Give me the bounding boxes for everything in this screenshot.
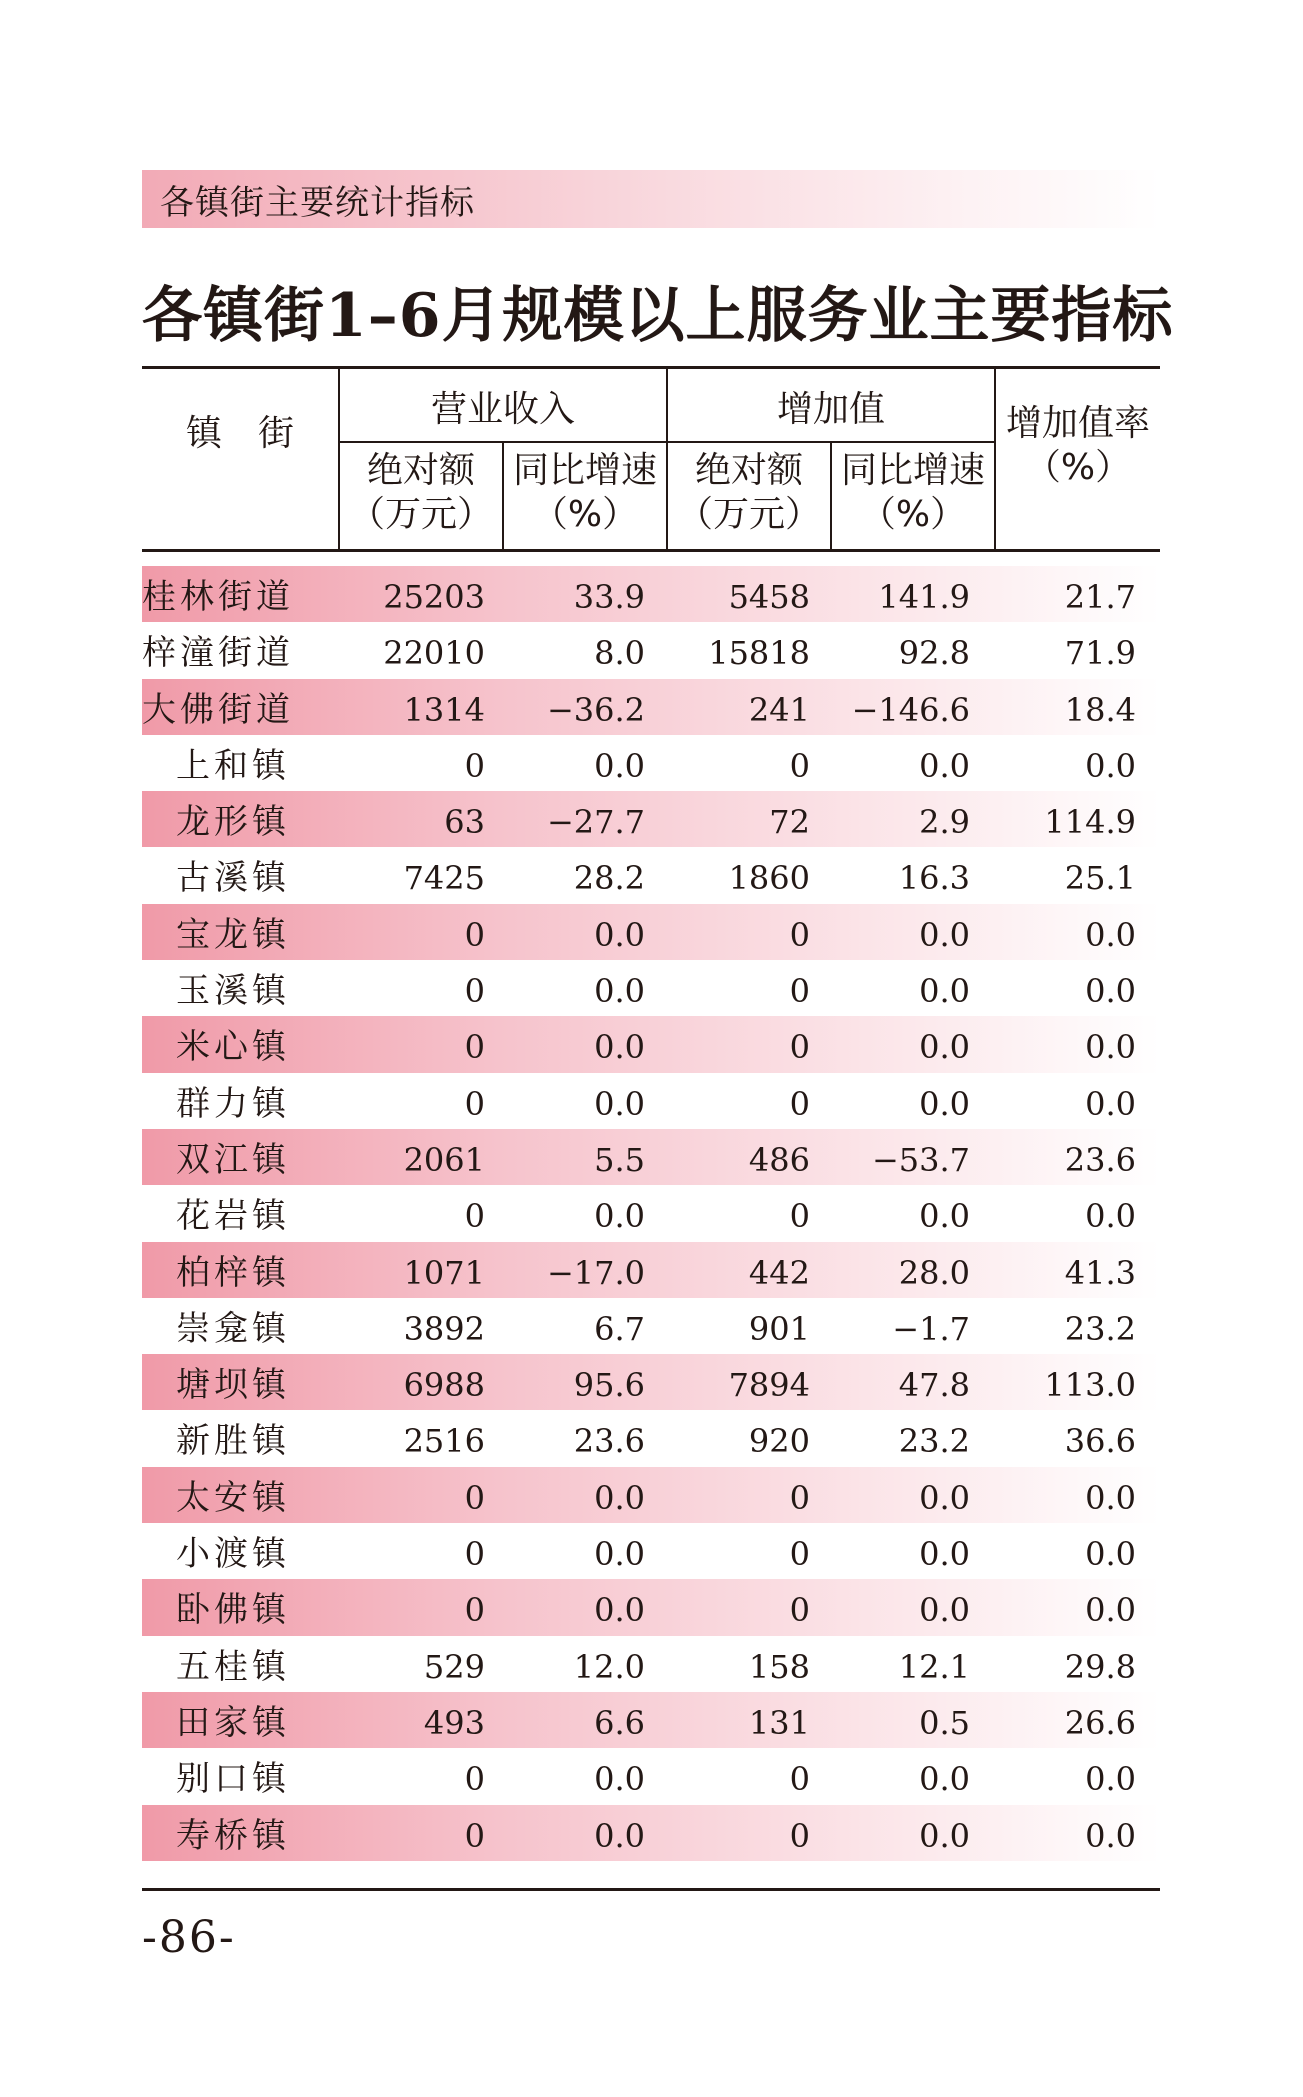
added-value-yoy-cell: 0.0 <box>919 746 970 785</box>
revenue-abs-cell: 0 <box>464 972 485 1011</box>
added-value-yoy-cell: −1.7 <box>892 1309 970 1348</box>
added-value-rate-cell: 0.0 <box>1085 1478 1136 1517</box>
added-value-rate-cell: 0.0 <box>1085 1028 1136 1067</box>
added-value-yoy-cell: 47.8 <box>898 1366 970 1405</box>
town-name-cell: 柏梓镇 <box>176 1252 290 1293</box>
added-value-rate-cell: 18.4 <box>1064 690 1136 729</box>
revenue-abs-cell: 0 <box>464 1535 485 1574</box>
added-value-abs-cell: 131 <box>748 1703 810 1742</box>
revenue-yoy-cell: −17.0 <box>546 1253 645 1292</box>
added-value-abs-cell: 158 <box>748 1647 810 1686</box>
town-name-cell: 太安镇 <box>176 1477 290 1518</box>
added-value-abs-cell: 0 <box>789 1028 810 1067</box>
revenue-abs-cell: 0 <box>464 1591 485 1630</box>
table-bottom-rule <box>142 1888 1160 1891</box>
header-revenue-abs <box>340 449 502 537</box>
table-row <box>142 847 1160 903</box>
added-value-abs-cell: 901 <box>748 1309 810 1348</box>
added-value-yoy-cell: −53.7 <box>871 1140 970 1179</box>
revenue-yoy-cell: 0.0 <box>594 1816 645 1855</box>
revenue-abs-cell: 3892 <box>403 1309 485 1348</box>
added-value-rate-cell: 36.6 <box>1064 1422 1136 1461</box>
table-row <box>142 1073 1160 1129</box>
added-value-abs-cell: 0 <box>789 1816 810 1855</box>
added-value-yoy-cell: 0.5 <box>919 1703 970 1742</box>
header-yoy-label: 同比增速 <box>512 450 657 491</box>
town-name-cell: 小渡镇 <box>176 1534 290 1575</box>
revenue-yoy-cell: 8.0 <box>594 634 645 673</box>
revenue-yoy-cell: 23.6 <box>573 1422 645 1461</box>
added-value-abs-cell: 486 <box>748 1140 810 1179</box>
added-value-rate-cell: 114.9 <box>1044 803 1136 842</box>
revenue-yoy-cell: 0.0 <box>594 1591 645 1630</box>
town-name-cell: 寿桥镇 <box>176 1815 290 1856</box>
revenue-abs-cell: 1314 <box>403 690 485 729</box>
table-body <box>142 566 1160 1861</box>
added-value-abs-cell: 1860 <box>728 859 810 898</box>
revenue-abs-cell: 493 <box>423 1703 485 1742</box>
table-row <box>142 622 1160 678</box>
revenue-yoy-cell: −27.7 <box>546 803 645 842</box>
added-value-yoy-cell: 28.0 <box>898 1253 970 1292</box>
added-value-rate-cell: 0.0 <box>1085 1591 1136 1630</box>
header-yoy-unit: （%） <box>859 494 967 535</box>
revenue-abs-cell: 0 <box>464 746 485 785</box>
revenue-abs-cell: 0 <box>464 1028 485 1067</box>
revenue-yoy-cell: 33.9 <box>573 578 645 616</box>
added-value-yoy-cell: 16.3 <box>898 859 970 898</box>
revenue-yoy-cell: 0.0 <box>594 972 645 1011</box>
table-row <box>142 960 1160 1016</box>
table-row <box>142 1523 1160 1579</box>
table-row <box>142 1579 1160 1635</box>
table-row <box>142 1410 1160 1466</box>
revenue-yoy-cell: 6.6 <box>594 1703 645 1742</box>
page-number: -86- <box>142 1912 236 1963</box>
town-name-cell: 古溪镇 <box>176 858 290 899</box>
revenue-abs-cell: 529 <box>423 1647 485 1686</box>
table-row <box>142 566 1160 622</box>
added-value-abs-cell: 0 <box>789 746 810 785</box>
header-abs-unit: （万元） <box>348 494 493 535</box>
header-added-value: 增加值 <box>776 389 885 430</box>
revenue-yoy-cell: 12.0 <box>573 1647 645 1686</box>
added-value-rate-cell: 21.7 <box>1064 578 1136 616</box>
town-name-cell: 桂林街道 <box>142 577 294 617</box>
revenue-abs-cell: 1071 <box>403 1253 485 1292</box>
town-name-cell: 群力镇 <box>176 1083 290 1124</box>
table-row <box>142 1185 1160 1241</box>
added-value-abs-cell: 15818 <box>708 634 810 673</box>
added-value-yoy-cell: 0.0 <box>919 1591 970 1630</box>
table-row <box>142 791 1160 847</box>
table-row <box>142 1016 1160 1072</box>
added-value-abs-cell: 7894 <box>728 1366 810 1405</box>
revenue-abs-cell: 0 <box>464 1478 485 1517</box>
revenue-yoy-cell: 0.0 <box>594 1084 645 1123</box>
header-yoy-unit: （%） <box>531 494 639 535</box>
header-abs-label: 绝对额 <box>694 450 803 491</box>
town-name-cell: 大佛街道 <box>142 689 294 730</box>
section-label: 各镇街主要统计指标 <box>160 182 475 223</box>
added-value-rate-cell: 0.0 <box>1085 972 1136 1011</box>
added-value-abs-cell: 0 <box>789 1760 810 1799</box>
town-name-cell: 卧佛镇 <box>176 1590 290 1631</box>
table-row <box>142 904 1160 960</box>
revenue-abs-cell: 0 <box>464 1816 485 1855</box>
added-value-yoy-cell: 0.0 <box>919 1816 970 1855</box>
added-value-yoy-cell: 2.9 <box>919 803 970 842</box>
added-value-abs-cell: 0 <box>789 1535 810 1574</box>
revenue-abs-cell: 0 <box>464 1760 485 1799</box>
revenue-abs-cell: 7425 <box>403 859 485 898</box>
revenue-abs-cell: 0 <box>464 1084 485 1123</box>
added-value-rate-cell: 0.0 <box>1085 1084 1136 1123</box>
added-value-yoy-cell: 0.0 <box>919 1535 970 1574</box>
added-value-rate-cell: 0.0 <box>1085 1816 1136 1855</box>
revenue-abs-cell: 25203 <box>383 578 485 616</box>
header-town: 镇 街 <box>185 413 294 454</box>
added-value-yoy-cell: 0.0 <box>919 1760 970 1799</box>
table-row <box>142 1298 1160 1354</box>
town-name-cell: 上和镇 <box>176 745 290 786</box>
town-name-cell: 崇龛镇 <box>176 1308 290 1349</box>
table-row <box>142 679 1160 735</box>
revenue-yoy-cell: 28.2 <box>573 859 645 898</box>
revenue-abs-cell: 6988 <box>403 1366 485 1405</box>
added-value-yoy-cell: 0.0 <box>919 915 970 954</box>
header-bottom-rule <box>142 549 1160 552</box>
added-value-yoy-cell: 141.9 <box>878 578 970 616</box>
added-value-rate-cell: 0.0 <box>1085 1760 1136 1799</box>
added-value-abs-cell: 0 <box>789 1478 810 1517</box>
table-row <box>142 1354 1160 1410</box>
added-value-abs-cell: 0 <box>789 1197 810 1236</box>
added-value-rate-cell: 23.6 <box>1064 1140 1136 1179</box>
header-yoy-label: 同比增速 <box>840 450 985 491</box>
added-value-yoy-cell: 0.0 <box>919 1478 970 1517</box>
header-revenue-yoy <box>504 449 666 537</box>
town-name-cell: 双江镇 <box>176 1139 290 1180</box>
town-name-cell: 龙形镇 <box>176 802 290 843</box>
added-value-rate-cell: 29.8 <box>1064 1647 1136 1686</box>
revenue-abs-cell: 63 <box>444 803 485 842</box>
page-title: 各镇街1–6月规模以上服务业主要指标 <box>142 281 1174 351</box>
revenue-yoy-cell: 0.0 <box>594 1197 645 1236</box>
town-name-cell: 玉溪镇 <box>176 971 290 1012</box>
revenue-yoy-cell: 5.5 <box>594 1140 645 1179</box>
added-value-abs-cell: 0 <box>789 915 810 954</box>
header-rate-label: 增加值率 <box>1005 403 1150 444</box>
town-name-cell: 花岩镇 <box>176 1196 290 1237</box>
revenue-yoy-cell: 6.7 <box>594 1309 645 1348</box>
revenue-abs-cell: 2516 <box>403 1422 485 1461</box>
added-value-yoy-cell: 0.0 <box>919 1028 970 1067</box>
town-name-cell: 别口镇 <box>176 1759 290 1800</box>
added-value-rate-cell: 0.0 <box>1085 1535 1136 1574</box>
revenue-yoy-cell: −36.2 <box>546 690 645 729</box>
added-value-rate-cell: 0.0 <box>1085 915 1136 954</box>
revenue-yoy-cell: 0.0 <box>594 1535 645 1574</box>
revenue-abs-cell: 22010 <box>383 634 485 673</box>
table-row <box>142 735 1160 791</box>
town-name-cell: 塘坝镇 <box>176 1365 290 1406</box>
table-row <box>142 1636 1160 1692</box>
revenue-abs-cell: 2061 <box>403 1140 485 1179</box>
revenue-abs-cell: 0 <box>464 1197 485 1236</box>
header-added-value-abs <box>668 449 830 537</box>
header-revenue: 营业收入 <box>430 389 575 430</box>
added-value-abs-cell: 5458 <box>728 578 810 616</box>
revenue-yoy-cell: 0.0 <box>594 1028 645 1067</box>
added-value-yoy-cell: 0.0 <box>919 1197 970 1236</box>
header-added-value-yoy <box>832 449 994 537</box>
town-name-cell: 宝龙镇 <box>176 914 290 955</box>
town-name-cell: 新胜镇 <box>176 1421 290 1462</box>
revenue-yoy-cell: 0.0 <box>594 746 645 785</box>
added-value-yoy-cell: 92.8 <box>898 634 970 673</box>
added-value-rate-cell: 25.1 <box>1064 859 1136 898</box>
town-name-cell: 五桂镇 <box>176 1646 290 1687</box>
added-value-rate-cell: 23.2 <box>1064 1309 1136 1348</box>
revenue-yoy-cell: 95.6 <box>573 1366 645 1405</box>
section-banner <box>142 170 1160 228</box>
table-row <box>142 1805 1160 1861</box>
added-value-yoy-cell: −146.6 <box>851 690 970 729</box>
table-row <box>142 1242 1160 1298</box>
town-name-cell: 米心镇 <box>176 1027 290 1068</box>
revenue-abs-cell: 0 <box>464 915 485 954</box>
header-abs-label: 绝对额 <box>366 450 475 491</box>
added-value-abs-cell: 72 <box>769 803 810 842</box>
header-abs-unit: （万元） <box>676 494 821 535</box>
town-name-cell: 梓潼街道 <box>142 633 294 674</box>
added-value-rate-cell: 0.0 <box>1085 1197 1136 1236</box>
added-value-yoy-cell: 0.0 <box>919 1084 970 1123</box>
added-value-abs-cell: 442 <box>748 1253 810 1292</box>
table-row <box>142 1692 1160 1748</box>
table-row <box>142 1467 1160 1523</box>
town-name-cell: 田家镇 <box>176 1702 290 1743</box>
added-value-abs-cell: 0 <box>789 972 810 1011</box>
added-value-rate-cell: 26.6 <box>1064 1703 1136 1742</box>
revenue-yoy-cell: 0.0 <box>594 1760 645 1799</box>
added-value-abs-cell: 0 <box>789 1591 810 1630</box>
added-value-yoy-cell: 23.2 <box>898 1422 970 1461</box>
added-value-rate-cell: 41.3 <box>1064 1253 1136 1292</box>
header-rate <box>996 402 1160 490</box>
table-row <box>142 1748 1160 1804</box>
table-row <box>142 1129 1160 1185</box>
revenue-yoy-cell: 0.0 <box>594 915 645 954</box>
header-rate-unit: （%） <box>1024 447 1132 488</box>
header-subrule <box>338 441 994 443</box>
table-top-rule <box>142 366 1160 369</box>
added-value-abs-cell: 241 <box>748 690 810 729</box>
added-value-abs-cell: 920 <box>748 1422 810 1461</box>
added-value-yoy-cell: 12.1 <box>898 1647 970 1686</box>
added-value-rate-cell: 71.9 <box>1064 634 1136 673</box>
added-value-yoy-cell: 0.0 <box>919 972 970 1011</box>
added-value-rate-cell: 0.0 <box>1085 746 1136 785</box>
added-value-rate-cell: 113.0 <box>1044 1366 1136 1405</box>
revenue-yoy-cell: 0.0 <box>594 1478 645 1517</box>
added-value-abs-cell: 0 <box>789 1084 810 1123</box>
